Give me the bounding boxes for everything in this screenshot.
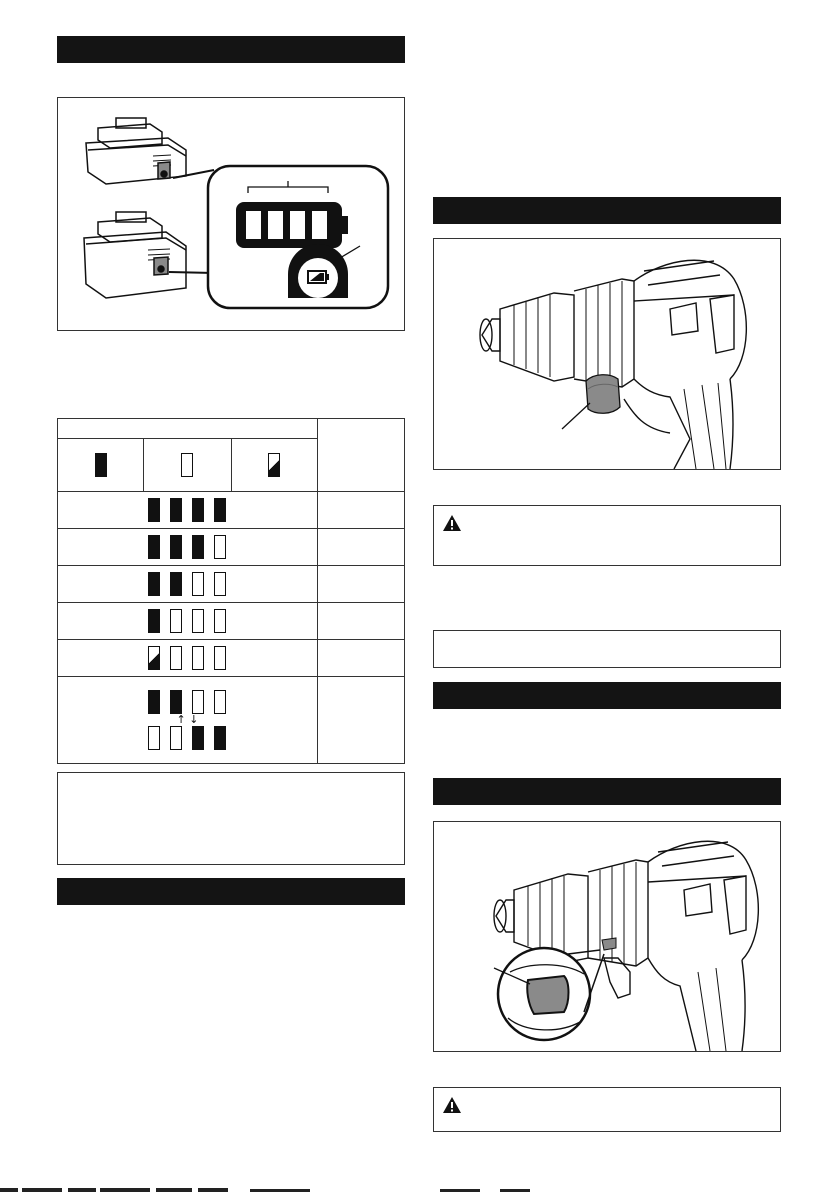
warning-triangle-icon <box>442 514 462 532</box>
indicator-lamps-table <box>57 418 405 764</box>
reversing-switch-lever <box>602 938 616 950</box>
warning-triangle-icon <box>442 1096 462 1114</box>
legend-off <box>144 439 231 492</box>
small-battery-icon <box>86 118 186 184</box>
battery-indicator-illustration <box>58 98 404 330</box>
table-header-remaining-capacity <box>317 419 404 492</box>
blinking-segment-icon <box>268 453 280 477</box>
figure-switch-trigger <box>433 238 781 470</box>
note-box <box>57 772 405 865</box>
legend-blinking <box>231 439 317 492</box>
legend-lighted <box>58 439 144 492</box>
off-segment-icon <box>181 453 193 477</box>
figure-battery-indicator <box>57 97 405 331</box>
table-row <box>58 529 405 566</box>
table-row <box>58 640 405 677</box>
lit-segment-icon <box>95 453 107 477</box>
section-bar-reversing-switch <box>433 778 781 805</box>
drill-trigger-illustration <box>434 239 780 469</box>
section-bar-switch-action <box>433 197 781 224</box>
section-bar-lighting <box>433 682 781 709</box>
figure-reversing-switch <box>433 821 781 1052</box>
clipped-footer-text <box>0 1186 840 1192</box>
table-row <box>58 566 405 603</box>
table-row <box>58 492 405 529</box>
arrows-label: ↑ ↓ <box>176 713 199 726</box>
large-battery-icon <box>84 212 186 298</box>
section-bar-battery-capacity <box>57 36 405 63</box>
table-header-indicator-lamps <box>58 419 318 439</box>
drill-reversing-illustration <box>434 822 780 1051</box>
caution-box-2 <box>433 1087 781 1132</box>
caution-box-1 <box>433 505 781 566</box>
switch-trigger <box>586 375 620 414</box>
reversing-switch-zoomed <box>527 976 568 1014</box>
note-box-2 <box>433 630 781 668</box>
table-row <box>58 677 405 764</box>
table-row <box>58 603 405 640</box>
section-bar-tool-battery-protection <box>57 878 405 905</box>
indicator-lamps-icon <box>236 202 348 248</box>
